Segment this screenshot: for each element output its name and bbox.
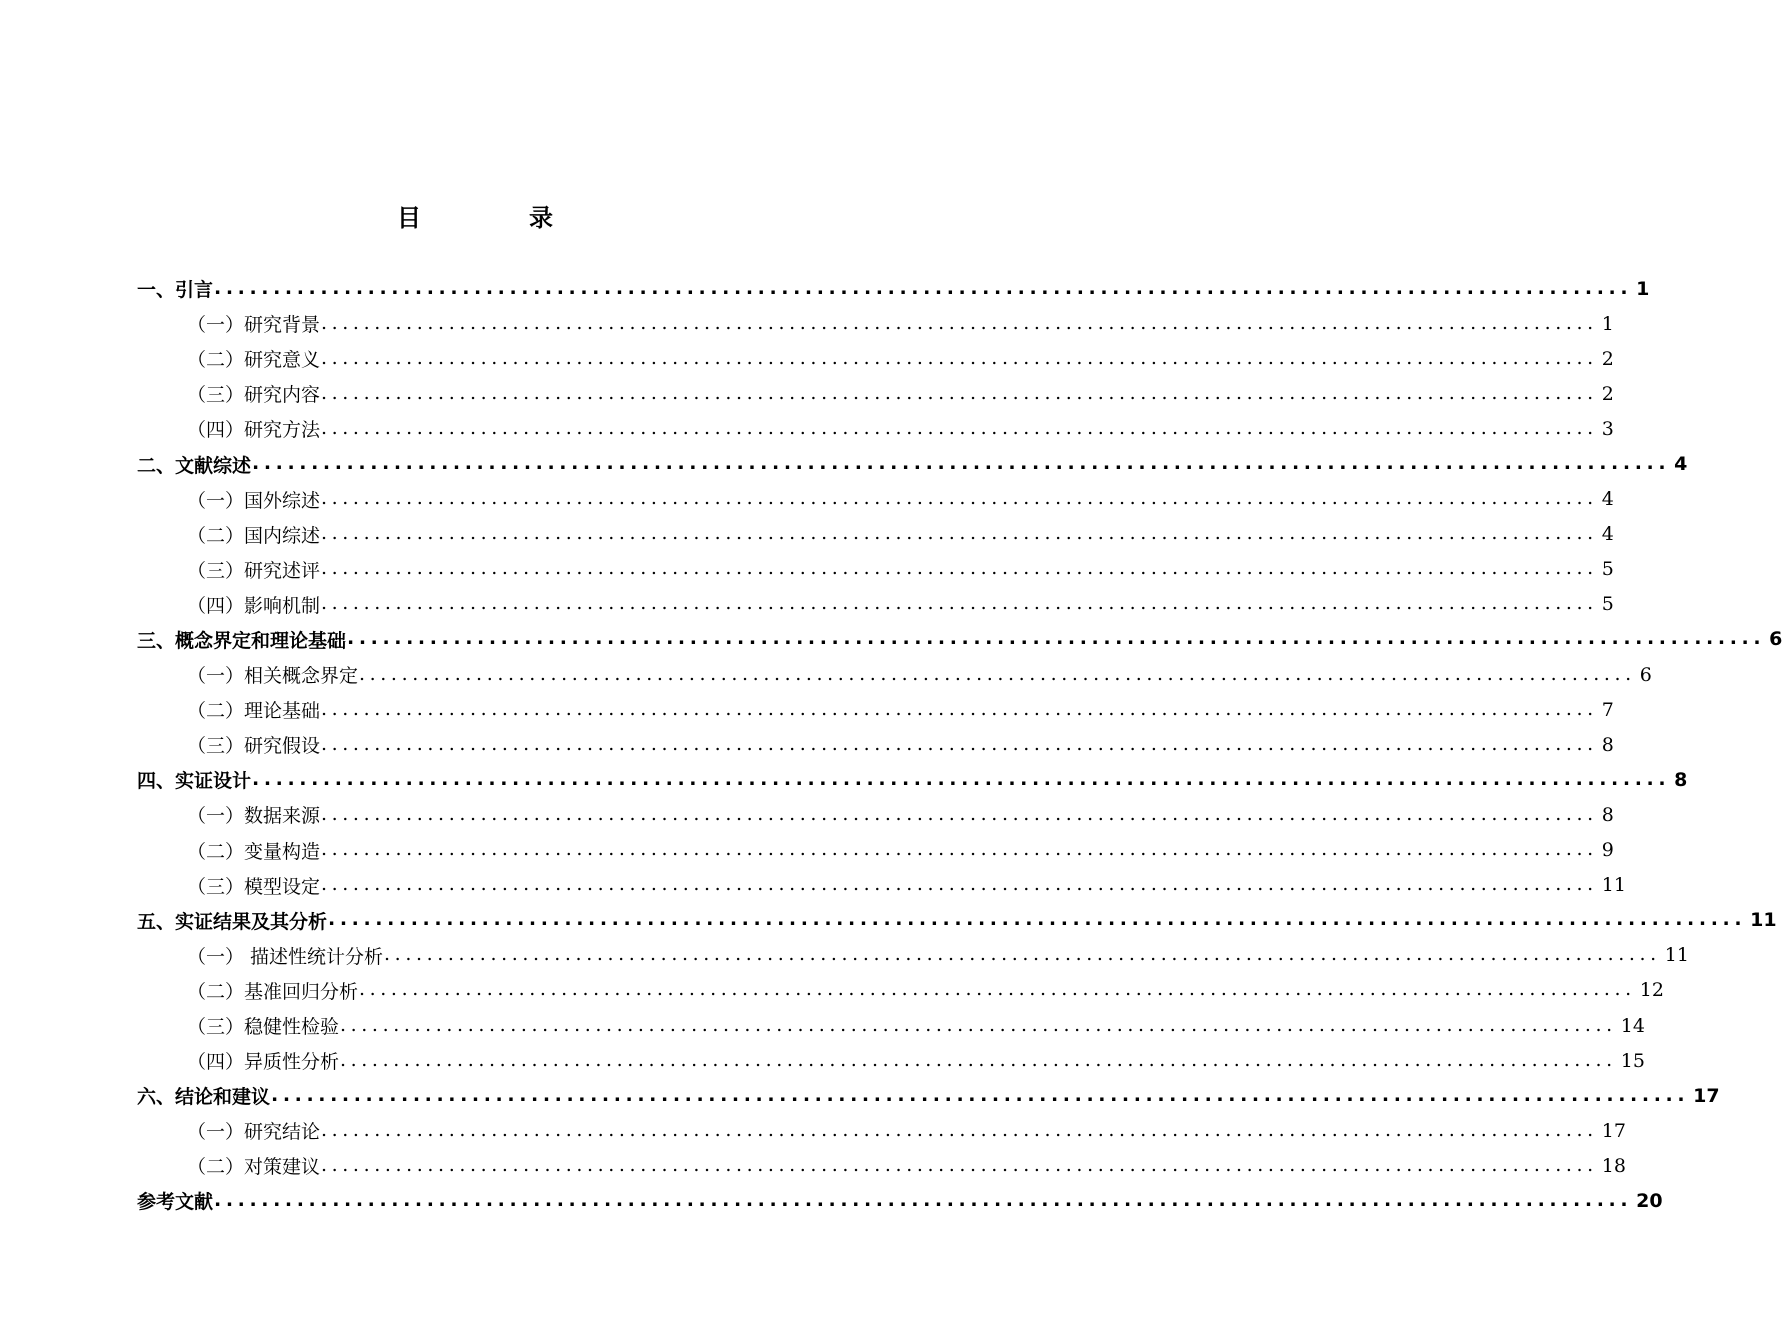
toc-dot-leader: ........................................................................................................................ xyxy=(321,557,1598,580)
toc-dot-leader: ........................................................................................................................ xyxy=(321,381,1598,404)
toc-chapter-entry[interactable] xyxy=(137,446,1688,481)
toc-section-entry[interactable] xyxy=(137,692,1614,727)
toc-page-number: 4 xyxy=(1601,488,1614,511)
toc-entry-label: （三）稳健性检验 xyxy=(187,1016,340,1039)
toc-list xyxy=(137,271,1782,1219)
toc-dot-leader: ........................................................................................................................ xyxy=(321,1118,1598,1141)
toc-dot-leader: ........................................................................................................................ xyxy=(328,908,1747,931)
toc-chapter-entry[interactable] xyxy=(137,903,1777,938)
toc-section-entry[interactable] xyxy=(137,517,1614,552)
toc-page-number: 9 xyxy=(1601,839,1614,862)
toc-page-number: 8 xyxy=(1601,803,1614,826)
toc-dot-leader: ........................................................................................................................ xyxy=(321,732,1598,755)
toc-section-entry[interactable] xyxy=(137,1043,1645,1078)
toc-section-entry[interactable] xyxy=(137,973,1664,1008)
toc-page-number: 17 xyxy=(1693,1084,1720,1107)
toc-dot-leader: ........................................................................................................................ xyxy=(321,416,1598,439)
toc-dot-leader: ........................................................................................................................ xyxy=(321,346,1598,369)
toc-entry-label: 六、结论和建议 xyxy=(137,1086,271,1109)
toc-entry-label: （二）变量构造 xyxy=(187,840,321,863)
toc-section-entry[interactable] xyxy=(137,411,1614,446)
toc-page-number: 2 xyxy=(1601,347,1614,370)
toc-entry-label: （一） 描述性统计分析 xyxy=(187,945,384,968)
toc-chapter-entry[interactable] xyxy=(137,622,1782,657)
toc-dot-leader: ........................................................................................................................ xyxy=(359,662,1636,685)
toc-section-entry[interactable] xyxy=(137,868,1626,903)
toc-dot-leader: ........................................................................................................................ xyxy=(321,522,1598,545)
toc-entry-label: （二）对策建议 xyxy=(187,1156,321,1179)
toc-page-number: 11 xyxy=(1601,874,1626,897)
toc-page-number: 11 xyxy=(1750,909,1777,932)
toc-entry-label: 三、概念界定和理论基础 xyxy=(137,629,347,652)
toc-page-number: 12 xyxy=(1639,979,1664,1002)
toc-entry-label: 一、引言 xyxy=(137,279,214,302)
toc-entry-label: （四）影响机制 xyxy=(187,594,321,617)
toc-dot-leader: ........................................................................................................................ xyxy=(252,452,1671,475)
toc-page-number: 14 xyxy=(1620,1014,1645,1037)
toc-entry-label: （三）研究假设 xyxy=(187,735,321,758)
toc-page-number: 11 xyxy=(1664,944,1689,967)
toc-dot-leader: ........................................................................................................................ xyxy=(214,1188,1633,1211)
toc-page-number: 20 xyxy=(1636,1189,1663,1212)
toc-dot-leader: ........................................................................................................................ xyxy=(321,873,1598,896)
toc-entry-label: 五、实证结果及其分析 xyxy=(137,910,328,933)
toc-dot-leader: ........................................................................................................................ xyxy=(214,276,1633,299)
toc-chapter-entry[interactable] xyxy=(137,1078,1720,1113)
toc-page-number: 4 xyxy=(1601,523,1614,546)
toc-page-number: 5 xyxy=(1601,558,1614,581)
toc-chapter-entry[interactable] xyxy=(137,271,1650,306)
toc-entry-label: （一）国外综述 xyxy=(187,489,321,512)
toc-section-entry[interactable] xyxy=(137,376,1614,411)
toc-title: 目 录 xyxy=(397,204,595,232)
toc-entry-label: （一）相关概念界定 xyxy=(187,665,359,688)
toc-section-entry[interactable] xyxy=(137,482,1614,517)
toc-dot-leader: ........................................................................................................................ xyxy=(321,592,1598,615)
toc-entry-label: （二）研究意义 xyxy=(187,349,321,372)
toc-entry-label: （二）基准回归分析 xyxy=(187,980,359,1003)
toc-dot-leader: ........................................................................................................................ xyxy=(347,627,1766,650)
toc-dot-leader: ........................................................................................................................ xyxy=(252,767,1671,790)
toc-entry-label: 四、实证设计 xyxy=(137,770,252,793)
toc-page-number: 17 xyxy=(1601,1119,1626,1142)
toc-entry-label: （二）国内综述 xyxy=(187,524,321,547)
toc-section-entry[interactable] xyxy=(137,727,1614,762)
toc-page-number: 1 xyxy=(1601,312,1614,335)
toc-section-entry[interactable] xyxy=(137,552,1614,587)
toc-page-number: 2 xyxy=(1601,382,1614,405)
toc-dot-leader: ........................................................................................................................ xyxy=(340,1048,1617,1071)
toc-section-entry[interactable] xyxy=(137,1008,1645,1043)
toc-dot-leader: ........................................................................................................................ xyxy=(321,311,1598,334)
toc-entry-label: （二）理论基础 xyxy=(187,700,321,723)
toc-section-entry[interactable] xyxy=(137,797,1614,832)
toc-page-number: 3 xyxy=(1601,417,1614,440)
toc-section-entry[interactable] xyxy=(137,657,1652,692)
toc-dot-leader: ........................................................................................................................ xyxy=(271,1083,1690,1106)
toc-section-entry[interactable] xyxy=(137,306,1614,341)
toc-section-entry[interactable] xyxy=(137,938,1689,973)
toc-chapter-entry[interactable] xyxy=(137,1183,1663,1218)
toc-entry-label: （四）异质性分析 xyxy=(187,1051,340,1074)
toc-page-number: 1 xyxy=(1636,277,1650,300)
toc-dot-leader: ........................................................................................................................ xyxy=(321,697,1598,720)
toc-entry-label: （四）研究方法 xyxy=(187,419,321,442)
toc-dot-leader: ........................................................................................................................ xyxy=(321,1153,1598,1176)
toc-section-entry[interactable] xyxy=(137,341,1614,376)
toc-page-number: 7 xyxy=(1601,698,1614,721)
toc-page-number: 8 xyxy=(1674,768,1688,791)
toc-section-entry[interactable] xyxy=(137,1113,1626,1148)
toc-dot-leader: ........................................................................................................................ xyxy=(384,943,1661,966)
toc-page-number: 18 xyxy=(1601,1154,1626,1177)
toc-section-entry[interactable] xyxy=(137,587,1614,622)
toc-chapter-entry[interactable] xyxy=(137,762,1688,797)
toc-dot-leader: ........................................................................................................................ xyxy=(321,838,1598,861)
toc-page-number: 6 xyxy=(1639,663,1652,686)
toc-entry-label: （一）研究背景 xyxy=(187,314,321,337)
toc-dot-leader: ........................................................................................................................ xyxy=(340,1013,1617,1036)
toc-section-entry[interactable] xyxy=(137,833,1614,868)
toc-entry-label: （三）模型设定 xyxy=(187,875,321,898)
toc-dot-leader: ........................................................................................................................ xyxy=(359,978,1636,1001)
toc-page-number: 6 xyxy=(1769,628,1782,651)
toc-entry-label: 二、文献综述 xyxy=(137,454,252,477)
toc-entry-label: （一）研究结论 xyxy=(187,1121,321,1144)
toc-dot-leader: ........................................................................................................................ xyxy=(321,802,1598,825)
toc-page-number: 5 xyxy=(1601,593,1614,616)
toc-page-number: 8 xyxy=(1601,733,1614,756)
toc-entry-label: （一）数据来源 xyxy=(187,805,321,828)
toc-entry-label: （三）研究内容 xyxy=(187,384,321,407)
toc-entry-label: 参考文献 xyxy=(137,1191,214,1214)
toc-dot-leader: ........................................................................................................................ xyxy=(321,487,1598,510)
toc-page-number: 15 xyxy=(1620,1049,1645,1072)
toc-page-number: 4 xyxy=(1674,453,1688,476)
toc-section-entry[interactable] xyxy=(137,1148,1626,1183)
toc-entry-label: （三）研究述评 xyxy=(187,559,321,582)
